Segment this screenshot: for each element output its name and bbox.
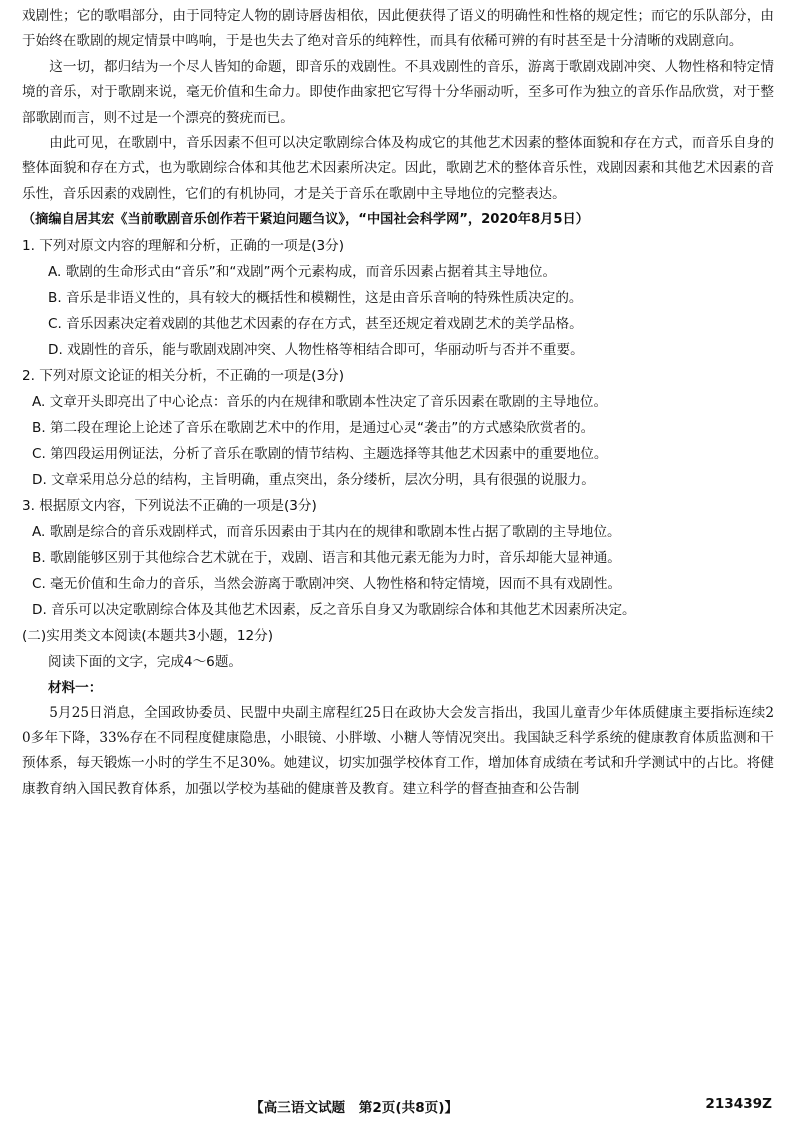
question-2	[22, 363, 774, 493]
option-a: A. 文章开头即亮出了中心论点：音乐的内在规律和歌剧本性决定了音乐因素在歌剧的主导地位。	[32, 393, 608, 410]
option-d: D. 音乐可以决定歌剧综合体及其他艺术因素，反之音乐自身又为歌剧综合体和其他艺术因素所决定。	[32, 601, 636, 618]
option-b: B. 歌剧能够区别于其他综合艺术就在于，戏剧、语言和其他元素无能为力时，音乐却能大显神通。	[32, 549, 621, 566]
question-stem: 1. 下列对原文内容的理解和分析，正确的一项是(3分)	[22, 237, 345, 254]
option-d: D. 戏剧性的音乐，能与歌剧戏剧冲突、人物性格等相结合即可，华丽动听与否并不重要。	[48, 341, 584, 358]
body-paragraph-1: 戏剧性；它的歌唱部分，由于同特定人物的剧诗唇齿相依，因此便获得了语义的明确性和性格的规定性；而它的乐队部分，由于始终在歌剧的规定情景中鸣响，于是也失去了绝对音乐的纯粹性，而具有依稀可辨的有时甚至是十分清晰的戏剧意向。	[22, 8, 774, 50]
page-number-label: 【高三语文试题 第2页(共8页)】	[250, 1100, 459, 1116]
question-1	[22, 233, 774, 363]
option-a: A. 歌剧是综合的音乐戏剧样式，而音乐因素由于其内在的规律和歌剧本性占据了歌剧的主导地位。	[32, 523, 621, 540]
question-stem: 3. 根据原文内容，下列说法不正确的一项是(3分)	[22, 497, 317, 514]
material-label: 材料一：	[48, 679, 103, 696]
material-text: 5月25日消息，全国政协委员、民盟中央副主席程红25日在政协大会发言指出，我国儿童青少年体质健康主要指标连续20多年下降，33%存在不同程度健康隐患，小眼镜、小胖墩、小糖人等情况突出。我国缺乏科学系统的健康教育体质监测和干预体系，每天锻炼一小时的学生不足30%。她建议，切实加强学校体育工作，增加体育成绩在考试和升学测试中的占比。将健康教育纳入国民教育体系，加强以学校为基础的健康普及教育。建立科学的督查抽查和公告制	[22, 704, 774, 797]
option-a: A. 歌剧的生命形式由“音乐”和“戏剧”两个元素构成，而音乐因素占据着其主导地位。	[48, 263, 557, 280]
question-3	[22, 493, 774, 623]
option-c: C. 毫无价值和生命力的音乐，当然会游离于歌剧冲突、人物性格和特定情境，因而不具有戏剧性。	[32, 575, 622, 592]
page-footer	[0, 1096, 794, 1120]
question-stem: 2. 下列对原文论证的相关分析，不正确的一项是(3分)	[22, 367, 345, 384]
option-b: B. 音乐是非语义性的，具有较大的概括性和模糊性，这是由音乐音响的特殊性质决定的。	[48, 289, 583, 306]
option-b: B. 第二段在理论上论述了音乐在歌剧艺术中的作用，是通过心灵“袭击”的方式感染欣赏者的。	[32, 419, 595, 436]
source-citation: （摘编自居其宏《当前歌剧音乐创作若干紧迫问题刍议》，“中国社会科学网”，2020年8月5日）	[22, 212, 589, 228]
section-heading: (二)实用类文本阅读(本题共3小题，12分)	[22, 627, 274, 644]
section-instruction: 阅读下面的文字，完成4～6题。	[48, 653, 243, 670]
exam-code: 213439Z	[705, 1096, 772, 1112]
option-c: C. 第四段运用例证法，分析了音乐在歌剧的情节结构、主题选择等其他艺术因素中的重要地位。	[32, 445, 608, 462]
option-d: D. 文章采用总分总的结构，主旨明确，重点突出，条分缕析，层次分明，具有很强的说服力。	[32, 471, 595, 488]
exam-page	[22, 4, 774, 802]
body-paragraph-3: 由此可见，在歌剧中，音乐因素不但可以决定歌剧综合体及构成它的其他艺术因素的整体面貌和存在方式，而音乐自身的整体面貌和存在方式，也为歌剧综合体和其他艺术因素所决定。因此，歌剧艺术的整体音乐性，戏剧因素和其他艺术因素的音乐性，音乐因素的戏剧性，它们的有机协同，才是关于音乐在歌剧中主导地位的完整表达。	[22, 135, 774, 202]
body-paragraph-2: 这一切，都归结为一个尽人皆知的命题，即音乐的戏剧性。不具戏剧性的音乐，游离于歌剧戏剧冲突、人物性格和特定情境的音乐，对于歌剧来说，毫无价值和生命力。即使作曲家把它写得十分华丽动听，至多可作为独立的音乐作品欣赏，对于整部歌剧而言，则不过是一个漂亮的赘疣而已。	[22, 58, 774, 126]
option-c: C. 音乐因素决定着戏剧的其他艺术因素的存在方式，甚至还规定着戏剧艺术的美学品格。	[48, 315, 583, 332]
